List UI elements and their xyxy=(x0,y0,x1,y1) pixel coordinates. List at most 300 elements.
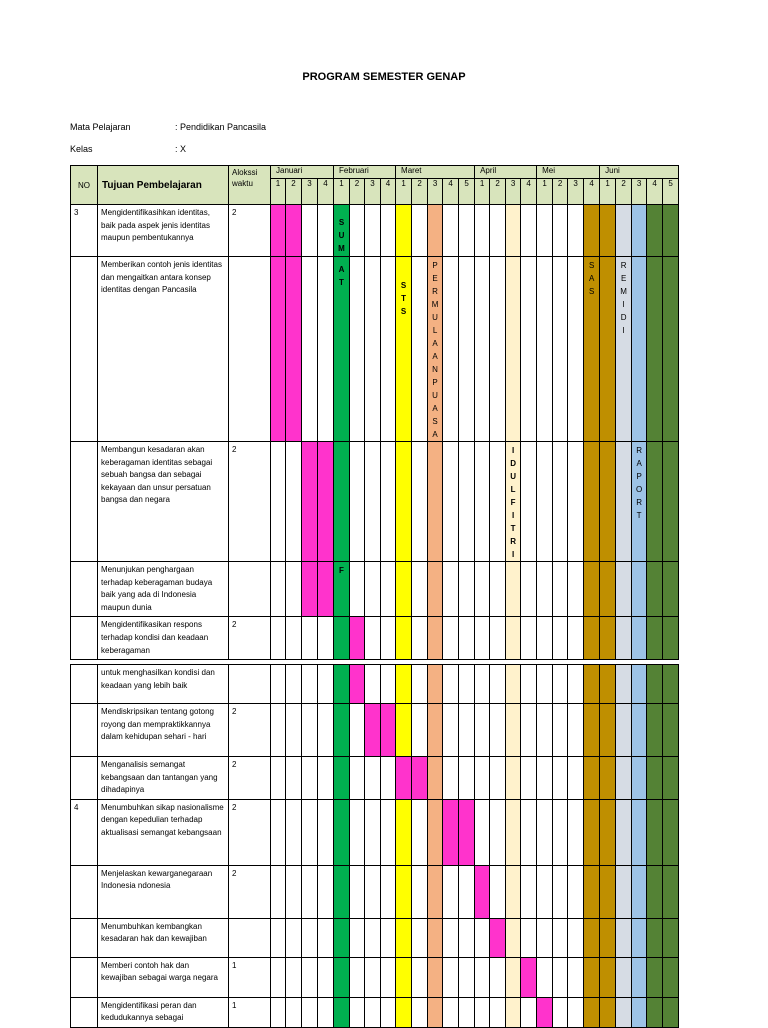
week-cell xyxy=(396,257,412,442)
header-week-number: 4 xyxy=(318,179,334,205)
week-cell xyxy=(271,757,286,800)
week-cell xyxy=(506,617,521,660)
week-cell xyxy=(553,442,568,562)
week-cell xyxy=(584,704,600,757)
vertical-letter: S xyxy=(400,281,407,290)
week-cell xyxy=(663,617,679,660)
vertical-letter: R xyxy=(432,287,438,296)
week-cell xyxy=(428,997,443,1027)
week-cell xyxy=(616,257,632,442)
week-cell xyxy=(568,799,584,865)
week-cell xyxy=(632,617,647,660)
week-cell xyxy=(616,799,632,865)
week-cell xyxy=(584,442,600,562)
week-cell xyxy=(271,704,286,757)
week-cell xyxy=(396,799,412,865)
week-cell xyxy=(286,617,302,660)
vertical-letter: A xyxy=(432,404,438,413)
vertical-letter: A xyxy=(432,352,438,361)
alloc-value xyxy=(229,257,271,442)
week-cell xyxy=(568,665,584,704)
sts-label xyxy=(396,257,411,318)
week-cell xyxy=(443,257,459,442)
week-cell xyxy=(663,997,679,1027)
week-cell xyxy=(632,704,647,757)
week-cell xyxy=(396,665,412,704)
week-cell xyxy=(568,442,584,562)
week-cell xyxy=(302,704,318,757)
week-cell xyxy=(506,757,521,800)
week-cell xyxy=(490,704,506,757)
week-cell xyxy=(365,665,381,704)
week-cell xyxy=(568,704,584,757)
class-value: : X xyxy=(175,144,187,154)
table-row xyxy=(71,205,679,257)
week-cell xyxy=(318,918,334,957)
week-cell xyxy=(443,957,459,997)
week-cell xyxy=(647,257,663,442)
week-cell xyxy=(537,997,553,1027)
week-cell xyxy=(396,442,412,562)
header-month: Maret xyxy=(396,166,475,179)
week-cell xyxy=(286,799,302,865)
week-cell xyxy=(647,665,663,704)
week-cell xyxy=(443,997,459,1027)
week-cell xyxy=(537,665,553,704)
week-cell xyxy=(616,442,632,562)
week-cell xyxy=(302,957,318,997)
week-cell xyxy=(443,757,459,800)
week-cell xyxy=(647,205,663,257)
alloc-value: 2 xyxy=(229,757,271,800)
goal-text: Menganalisis semangat kebangsaan dan tantangan yang dihadapinya xyxy=(98,757,229,800)
week-cell xyxy=(443,918,459,957)
week-cell xyxy=(537,257,553,442)
week-cell xyxy=(428,562,443,617)
week-cell xyxy=(553,865,568,918)
week-cell xyxy=(475,704,490,757)
week-cell xyxy=(443,442,459,562)
vertical-letter: M xyxy=(338,244,345,253)
week-cell xyxy=(584,257,600,442)
table-row xyxy=(71,957,679,997)
week-cell xyxy=(459,704,475,757)
week-cell xyxy=(286,957,302,997)
week-cell xyxy=(616,562,632,617)
week-cell xyxy=(443,665,459,704)
week-cell xyxy=(568,865,584,918)
week-cell xyxy=(537,562,553,617)
week-cell xyxy=(412,865,428,918)
week-cell xyxy=(537,957,553,997)
remidi-label xyxy=(616,257,631,337)
vertical-letter: M xyxy=(431,300,439,309)
week-cell xyxy=(490,957,506,997)
week-cell xyxy=(350,205,365,257)
week-cell xyxy=(506,205,521,257)
week-cell xyxy=(521,799,537,865)
vertical-letter: A xyxy=(588,274,595,283)
goal-text: Menjelaskan kewarganegaraan Indonesia ndonesia xyxy=(98,865,229,918)
week-cell xyxy=(647,918,663,957)
vertical-letter: U xyxy=(432,391,438,400)
week-cell xyxy=(632,865,647,918)
header-week-number: 1 xyxy=(475,179,490,205)
vertical-letter: A xyxy=(432,430,438,439)
header-week-number: 5 xyxy=(663,179,679,205)
semester-table-top xyxy=(70,165,679,660)
week-cell xyxy=(521,997,537,1027)
week-cell xyxy=(490,257,506,442)
week-cell xyxy=(318,205,334,257)
vertical-letter: I xyxy=(511,511,515,520)
week-cell xyxy=(428,665,443,704)
week-cell xyxy=(553,617,568,660)
goal-text: Memberikan contoh jenis identitas dan mengaitkan antara konsep identitas dengan Pancasila xyxy=(98,257,229,442)
vertical-letter: T xyxy=(401,294,406,303)
week-cell xyxy=(537,865,553,918)
row-number xyxy=(71,918,98,957)
week-cell xyxy=(521,617,537,660)
table-row xyxy=(71,617,679,660)
week-cell xyxy=(381,617,396,660)
header-week-number: 2 xyxy=(350,179,365,205)
week-cell xyxy=(334,442,350,562)
week-cell xyxy=(412,757,428,800)
alloc-value: 2 xyxy=(229,617,271,660)
week-cell xyxy=(506,997,521,1027)
week-cell xyxy=(647,799,663,865)
week-cell xyxy=(506,562,521,617)
week-cell xyxy=(286,562,302,617)
table-row xyxy=(71,665,679,704)
week-cell xyxy=(663,957,679,997)
week-cell xyxy=(521,257,537,442)
week-cell xyxy=(568,918,584,957)
week-cell xyxy=(459,918,475,957)
week-cell xyxy=(428,205,443,257)
sumatif-label xyxy=(334,562,349,577)
header-week-number: 1 xyxy=(537,179,553,205)
week-cell xyxy=(521,918,537,957)
week-cell xyxy=(568,757,584,800)
week-cell xyxy=(459,865,475,918)
week-cell xyxy=(600,665,616,704)
header-week-number: 1 xyxy=(271,179,286,205)
header-week-number: 2 xyxy=(616,179,632,205)
week-cell xyxy=(459,257,475,442)
week-cell xyxy=(600,704,616,757)
week-cell xyxy=(459,997,475,1027)
week-cell xyxy=(412,442,428,562)
header-alloc: Alokssi waktu xyxy=(229,166,271,205)
vertical-letter: I xyxy=(511,550,515,559)
week-cell xyxy=(428,704,443,757)
week-cell xyxy=(663,257,679,442)
week-cell xyxy=(350,757,365,800)
week-cell xyxy=(365,918,381,957)
week-cell xyxy=(350,257,365,442)
week-cell xyxy=(584,757,600,800)
week-cell xyxy=(334,799,350,865)
week-cell xyxy=(600,799,616,865)
week-cell xyxy=(490,617,506,660)
week-cell xyxy=(428,257,443,442)
week-cell xyxy=(647,757,663,800)
week-cell xyxy=(490,799,506,865)
week-cell xyxy=(396,957,412,997)
week-cell xyxy=(537,704,553,757)
week-cell xyxy=(553,562,568,617)
header-row-months xyxy=(71,166,679,179)
week-cell xyxy=(412,997,428,1027)
vertical-letter: F xyxy=(510,498,516,507)
goal-text: Menumbuhkan sikap nasionalisme dengan kepedulian terhadap aktualisasi semangat kebangsaan xyxy=(98,799,229,865)
vertical-letter: I xyxy=(622,326,625,335)
header-week-number: 4 xyxy=(584,179,600,205)
week-cell xyxy=(271,205,286,257)
row-number xyxy=(71,442,98,562)
week-cell xyxy=(271,617,286,660)
week-cell xyxy=(412,704,428,757)
week-cell xyxy=(443,562,459,617)
header-month: Mei xyxy=(537,166,600,179)
week-cell xyxy=(286,665,302,704)
week-cell xyxy=(647,704,663,757)
week-cell xyxy=(302,865,318,918)
week-cell xyxy=(428,442,443,562)
week-cell xyxy=(537,205,553,257)
week-cell xyxy=(365,617,381,660)
week-cell xyxy=(459,957,475,997)
week-cell xyxy=(286,997,302,1027)
week-cell xyxy=(459,665,475,704)
week-cell xyxy=(381,562,396,617)
row-number xyxy=(71,957,98,997)
week-cell xyxy=(521,205,537,257)
week-cell xyxy=(350,704,365,757)
week-cell xyxy=(663,442,679,562)
goal-text: Menumbuhkan kembangkan kesadaran hak dan kewajiban xyxy=(98,918,229,957)
week-cell xyxy=(412,665,428,704)
week-cell xyxy=(475,918,490,957)
vertical-letter: I xyxy=(511,446,515,455)
week-cell xyxy=(632,799,647,865)
week-cell xyxy=(302,257,318,442)
week-cell xyxy=(412,957,428,997)
header-week-number: 1 xyxy=(396,179,412,205)
header-goal: Tujuan Pembelajaran xyxy=(98,166,229,205)
week-cell xyxy=(334,757,350,800)
week-cell xyxy=(600,562,616,617)
week-cell xyxy=(286,865,302,918)
vertical-letter: S xyxy=(588,287,595,296)
vertical-letter: R xyxy=(636,498,643,507)
week-cell xyxy=(271,665,286,704)
week-cell xyxy=(537,617,553,660)
header-week-number: 2 xyxy=(412,179,428,205)
week-cell xyxy=(286,757,302,800)
week-cell xyxy=(396,617,412,660)
week-cell xyxy=(334,997,350,1027)
vertical-letter: L xyxy=(510,485,516,494)
week-cell xyxy=(537,799,553,865)
week-cell xyxy=(568,997,584,1027)
week-cell xyxy=(334,205,350,257)
vertical-letter: I xyxy=(622,300,625,309)
week-cell xyxy=(396,757,412,800)
week-cell xyxy=(381,799,396,865)
week-cell xyxy=(553,257,568,442)
goal-text: Mengidentifikasikan respons terhadap kondisi dan keadaan keberagaman xyxy=(98,617,229,660)
week-cell xyxy=(350,562,365,617)
week-cell xyxy=(318,562,334,617)
week-cell xyxy=(443,704,459,757)
week-cell xyxy=(647,562,663,617)
week-cell xyxy=(428,918,443,957)
goal-text: Mengidentifikasihkan identitas, baik pada aspek jenis identitas maupun pembentukannya xyxy=(98,205,229,257)
week-cell xyxy=(506,704,521,757)
week-cell xyxy=(584,918,600,957)
week-cell xyxy=(521,704,537,757)
week-cell xyxy=(506,799,521,865)
vertical-letter: D xyxy=(510,459,516,468)
week-cell xyxy=(663,799,679,865)
week-cell xyxy=(647,617,663,660)
week-cell xyxy=(318,442,334,562)
week-cell xyxy=(600,205,616,257)
week-cell xyxy=(365,562,381,617)
header-month: April xyxy=(475,166,537,179)
idul-fitri-label xyxy=(506,442,520,561)
alloc-value: 1 xyxy=(229,997,271,1027)
week-cell xyxy=(396,997,412,1027)
week-cell xyxy=(475,757,490,800)
week-cell xyxy=(443,617,459,660)
week-cell xyxy=(302,617,318,660)
week-cell xyxy=(365,442,381,562)
week-cell xyxy=(302,205,318,257)
week-cell xyxy=(584,665,600,704)
week-cell xyxy=(490,665,506,704)
vertical-letter: A xyxy=(432,339,438,348)
week-cell xyxy=(647,442,663,562)
week-cell xyxy=(475,257,490,442)
week-cell xyxy=(428,865,443,918)
week-cell xyxy=(302,918,318,957)
week-cell xyxy=(490,205,506,257)
subject-label: Mata Pelajaran xyxy=(70,122,131,132)
week-cell xyxy=(475,562,490,617)
week-cell xyxy=(459,562,475,617)
week-cell xyxy=(521,442,537,562)
week-cell xyxy=(553,704,568,757)
week-cell xyxy=(616,757,632,800)
week-cell xyxy=(490,865,506,918)
header-week-number: 3 xyxy=(302,179,318,205)
week-cell xyxy=(381,757,396,800)
week-cell xyxy=(663,704,679,757)
vertical-letter: T xyxy=(636,511,642,520)
header-week-number: 2 xyxy=(553,179,568,205)
week-cell xyxy=(428,757,443,800)
vertical-letter: E xyxy=(620,274,627,283)
week-cell xyxy=(616,957,632,997)
week-cell xyxy=(334,617,350,660)
week-cell xyxy=(568,562,584,617)
week-cell xyxy=(632,442,647,562)
week-cell xyxy=(537,442,553,562)
week-cell xyxy=(365,997,381,1027)
header-week-number: 4 xyxy=(521,179,537,205)
week-cell xyxy=(412,205,428,257)
week-cell xyxy=(350,665,365,704)
week-cell xyxy=(271,562,286,617)
week-cell xyxy=(553,757,568,800)
week-cell xyxy=(396,918,412,957)
week-cell xyxy=(381,704,396,757)
table-row xyxy=(71,562,679,617)
week-cell xyxy=(647,865,663,918)
goal-text: Mendiskripsikan tentang gotong royong dan mempraktikkannya dalam kehidupan sehari - hari xyxy=(98,704,229,757)
week-cell xyxy=(568,205,584,257)
week-cell xyxy=(443,865,459,918)
week-cell xyxy=(350,957,365,997)
week-cell xyxy=(506,442,521,562)
week-cell xyxy=(521,757,537,800)
week-cell xyxy=(553,918,568,957)
week-cell xyxy=(616,617,632,660)
week-cell xyxy=(632,205,647,257)
week-cell xyxy=(506,665,521,704)
week-cell xyxy=(318,757,334,800)
week-cell xyxy=(412,257,428,442)
week-cell xyxy=(381,865,396,918)
week-cell xyxy=(334,665,350,704)
week-cell xyxy=(553,205,568,257)
week-cell xyxy=(475,442,490,562)
week-cell xyxy=(632,997,647,1027)
alloc-value xyxy=(229,918,271,957)
week-cell xyxy=(584,865,600,918)
week-cell xyxy=(521,865,537,918)
week-cell xyxy=(412,617,428,660)
week-cell xyxy=(616,205,632,257)
week-cell xyxy=(396,562,412,617)
week-cell xyxy=(271,865,286,918)
raport-label xyxy=(632,442,646,522)
vertical-letter: T xyxy=(510,524,516,533)
week-cell xyxy=(663,205,679,257)
week-cell xyxy=(475,865,490,918)
goal-text: Mengidentifikasi peran dan kedudukannya sebagai xyxy=(98,997,229,1027)
table-row xyxy=(71,704,679,757)
row-number xyxy=(71,562,98,617)
week-cell xyxy=(600,257,616,442)
header-week-number: 2 xyxy=(286,179,302,205)
week-cell xyxy=(475,799,490,865)
week-cell xyxy=(600,997,616,1027)
week-cell xyxy=(490,562,506,617)
week-cell xyxy=(568,957,584,997)
week-cell xyxy=(365,205,381,257)
week-cell xyxy=(286,918,302,957)
vertical-letter: R xyxy=(510,537,516,546)
week-cell xyxy=(318,997,334,1027)
week-cell xyxy=(271,442,286,562)
week-cell xyxy=(412,918,428,957)
week-cell xyxy=(553,997,568,1027)
